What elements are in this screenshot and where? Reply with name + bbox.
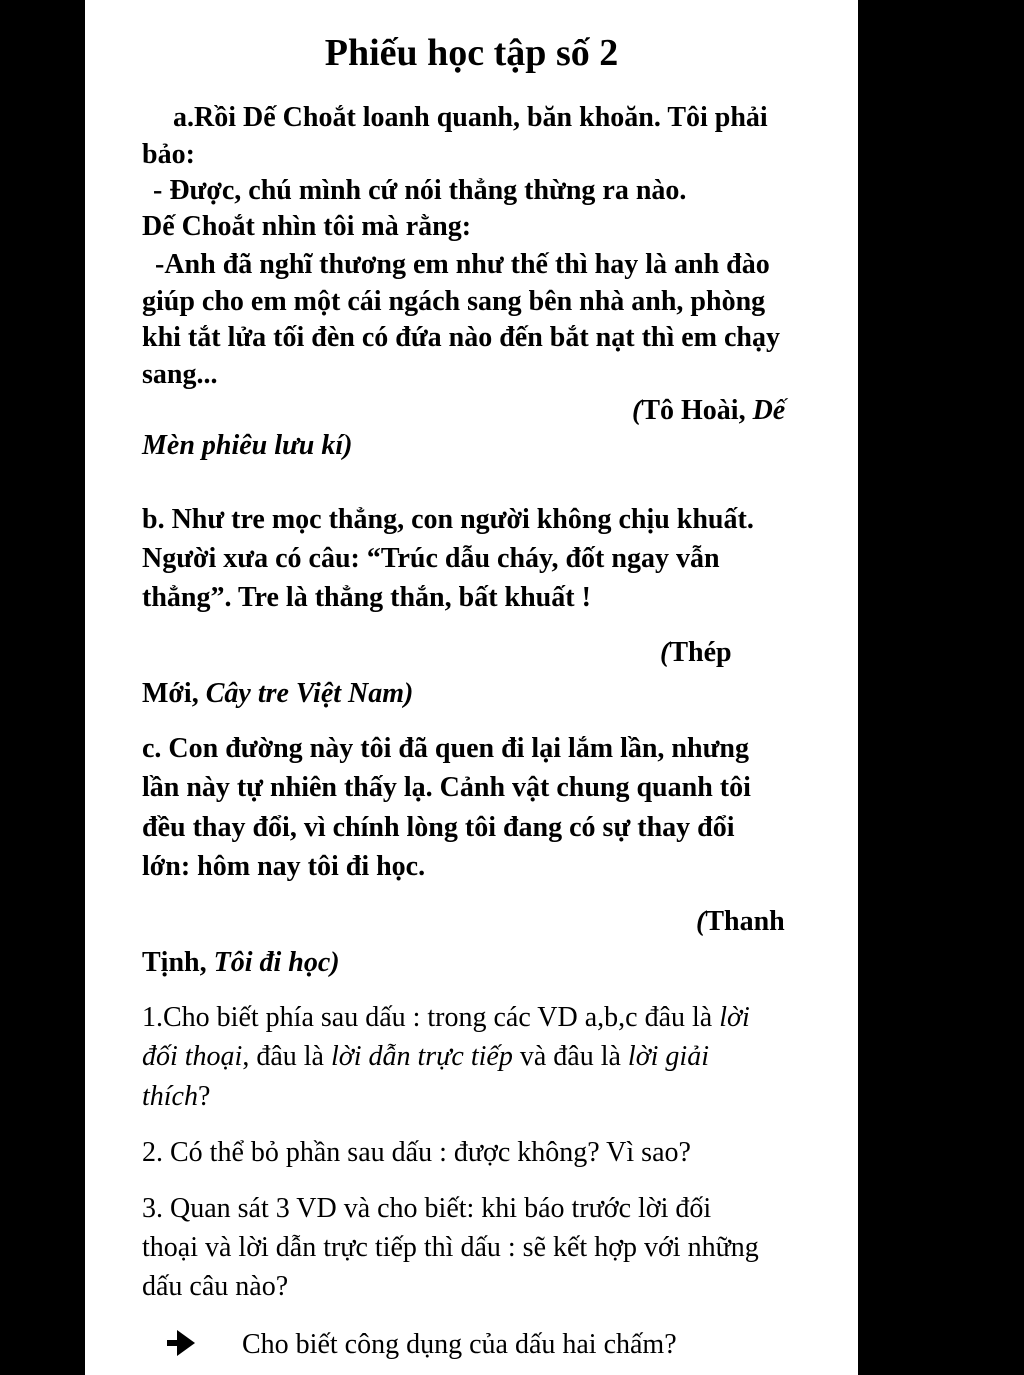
example-c-line-4: lớn: hôm nay tôi đi học.: [142, 851, 426, 882]
example-a-line-2: bảo:: [142, 139, 195, 170]
example-a-line-1: a.Rồi Dế Choắt loanh quanh, băn khoăn. Tôi phải: [173, 102, 768, 133]
question-1-term: đối thoại: [142, 1041, 243, 1072]
question-1-term: thích: [142, 1081, 198, 1112]
question-1-line-1: [142, 1000, 750, 1036]
example-c-line-1: c. Con đường này tôi đã quen đi lại lắm lần, nhưng: [142, 733, 749, 764]
source-author: Thanh: [705, 906, 785, 937]
question-1-line-3: [142, 1079, 210, 1115]
page-title: Phiếu học tập số 2: [324, 32, 619, 74]
source-author: Thép: [669, 637, 732, 668]
question-3-line-1: 3. Quan sát 3 VD và cho biết: khi báo trước lời đối: [142, 1193, 712, 1224]
example-b-line-2: Người xưa có câu: “Trúc dẫu cháy, đốt ngay vẫn: [142, 543, 720, 574]
example-a-line-3: - Được, chú mình cứ nói thẳng thừng ra nào.: [153, 175, 687, 206]
question-1-text: , đâu là: [242, 1041, 331, 1072]
source-work: Dế: [752, 395, 786, 426]
question-1-term: lời dẫn trực tiếp: [330, 1041, 513, 1072]
worksheet-page: [85, 0, 858, 1375]
example-a-line-4: Dế Choắt nhìn tôi mà rằng:: [142, 211, 472, 242]
question-1-text: ?: [198, 1081, 211, 1112]
example-c-source: [696, 904, 785, 940]
example-a-line-8: sang...: [142, 359, 218, 390]
source-author: Mới,: [142, 678, 206, 709]
example-b-line-1: b. Như tre mọc thẳng, con người không chịu khuất.: [142, 504, 754, 535]
question-1-term: lời: [719, 1002, 750, 1033]
source-open-paren: (: [696, 906, 706, 937]
question-3-line-3: dấu câu nào?: [142, 1271, 289, 1302]
source-work: Cây tre Việt Nam): [205, 678, 414, 709]
example-c-source-cont: [142, 945, 340, 981]
example-b-source-cont: [142, 676, 413, 712]
example-a-line-5: -Anh đã nghĩ thương em như thế thì hay là anh đào: [155, 249, 770, 280]
question-1-text: 1.Cho biết phía sau dấu : trong các VD a,b,c đâu là: [142, 1002, 720, 1033]
example-b-line-3: thẳng”. Tre là thẳng thắn, bất khuất !: [142, 582, 591, 613]
question-2: 2. Có thể bỏ phần sau dấu : được không? Vì sao?: [142, 1137, 691, 1168]
example-b-source: [660, 635, 732, 671]
conclusion-question: Cho biết công dụng của dấu hai chấm?: [242, 1329, 677, 1360]
example-a-line-7: khi tắt lửa tối đèn có đứa nào đến bắt nạt thì em chạy: [142, 322, 780, 353]
example-a-line-6: giúp cho em một cái ngách sang bên nhà anh, phòng: [142, 286, 766, 317]
question-3-line-2: thoại và lời dẫn trực tiếp thì dấu : sẽ kết hợp với những: [142, 1232, 759, 1263]
example-a-source: [632, 393, 785, 429]
question-1-text: và đâu là: [512, 1041, 628, 1072]
example-c-line-2: lần này tự nhiên thấy lạ. Cảnh vật chung quanh tôi: [142, 772, 751, 803]
arrow-right-icon: [167, 1330, 195, 1356]
question-1-term: lời giải: [627, 1041, 709, 1072]
example-a-source-cont: Mèn phiêu lưu kí): [142, 430, 353, 461]
source-open-paren: (: [660, 637, 670, 668]
source-work: Tôi đi học): [213, 947, 340, 978]
source-author: Tô Hoài,: [641, 395, 753, 426]
source-open-paren: (: [632, 395, 642, 426]
source-author: Tịnh,: [142, 947, 214, 978]
example-c-line-3: đều thay đổi, vì chính lòng tôi đang có sự thay đổi: [142, 812, 735, 843]
question-1-line-2: [142, 1039, 709, 1075]
